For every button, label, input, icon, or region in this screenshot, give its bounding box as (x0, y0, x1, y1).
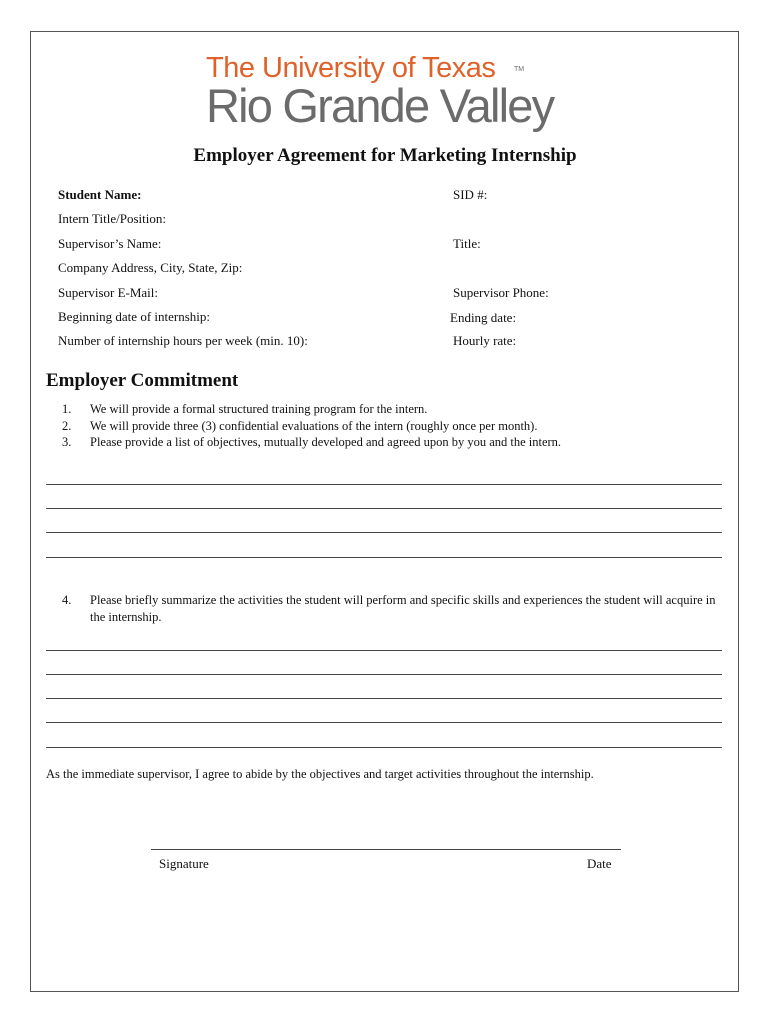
list-item (62, 401, 561, 418)
list-item-number: 4. (62, 593, 72, 607)
activities-prompt (62, 592, 724, 626)
list-item-text: We will provide a formal structured training program for the intern. (90, 402, 428, 416)
sid-field[interactable]: SID #: (453, 187, 488, 202)
activities-answer-line[interactable] (46, 747, 722, 748)
page-border (30, 31, 739, 992)
employer-commitment-heading: Employer Commitment (46, 370, 239, 391)
logo-line-2: Rio Grande Valley (206, 79, 554, 132)
list-item-number: 3. (62, 435, 72, 449)
logo-line-1: The University of Texas (206, 52, 496, 84)
hourly-rate-field[interactable]: Hourly rate: (453, 333, 517, 348)
list-item-number: 2. (62, 418, 72, 433)
student-name-field[interactable]: Student Name: (58, 187, 142, 202)
company-address-field[interactable]: Company Address, City, State, Zip: (58, 260, 243, 275)
intern-title-field[interactable]: Intern Title/Position: (58, 211, 166, 226)
objectives-answer-line[interactable] (46, 484, 722, 485)
supervisor-phone-field[interactable]: Supervisor Phone: (453, 285, 549, 300)
list-item-text: Please provide a list of objectives, mutually developed and agreed upon by you and the intern. (90, 435, 562, 449)
date-label: Date (587, 856, 612, 871)
page-title: Employer Agreement for Marketing Internship (193, 145, 577, 166)
supervisor-agreement-statement: As the immediate supervisor, I agree to abide by the objectives and target activities throughout the internship. (46, 767, 594, 781)
list-item-number: 1. (62, 402, 72, 416)
activities-answer-line[interactable] (46, 674, 722, 675)
ending-date-field[interactable]: Ending date: (450, 310, 517, 325)
list-item-text: We will provide three (3) confidential evaluations of the intern (roughly once per month). (90, 418, 538, 433)
list-item (62, 434, 561, 451)
signature-line[interactable] (151, 849, 621, 850)
objectives-answer-line[interactable] (46, 508, 722, 509)
supervisor-title-field[interactable]: Title: (453, 236, 481, 251)
objectives-answer-line[interactable] (46, 557, 722, 558)
university-logo (206, 52, 576, 134)
objectives-answer-line[interactable] (46, 532, 722, 533)
activities-answer-line[interactable] (46, 650, 722, 651)
hours-per-week-field[interactable]: Number of internship hours per week (min. 10): (58, 333, 308, 348)
list-item-text: Please briefly summarize the activities the student will perform and specific skills and experiences the student will acquire in the internship. (90, 593, 716, 624)
beginning-date-field[interactable]: Beginning date of internship: (58, 309, 211, 324)
supervisor-email-field[interactable]: Supervisor E-Mail: (58, 285, 159, 300)
commitment-list (62, 401, 561, 451)
list-item (62, 418, 561, 435)
activities-answer-line[interactable] (46, 698, 722, 699)
trademark-mark: TM (514, 66, 525, 73)
signature-label: Signature (159, 856, 209, 871)
supervisor-name-field[interactable]: Supervisor’s Name: (58, 236, 162, 251)
activities-answer-line[interactable] (46, 722, 722, 723)
